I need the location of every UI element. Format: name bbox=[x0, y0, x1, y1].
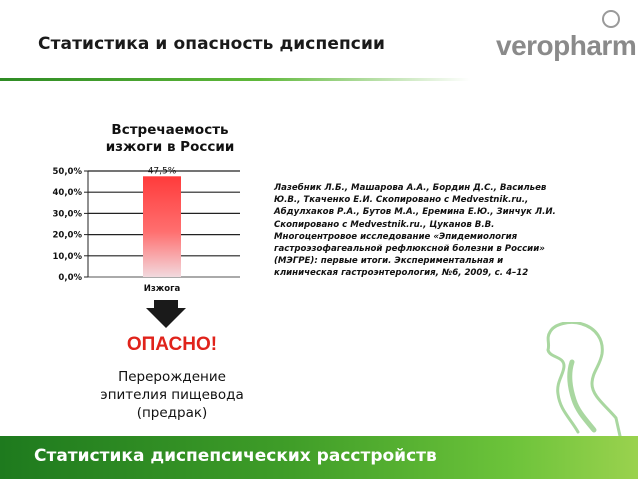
reference-line: Ю.В., Ткаченко Е.И. Скопировано с Medvestnik.ru., bbox=[274, 195, 529, 206]
precancer-description bbox=[72, 368, 272, 422]
chart-title-line-2: изжоги в России bbox=[105, 139, 235, 155]
reference-line: Лазебник Л.Б., Машарова А.А., Бордин Д.С., Васильев bbox=[274, 183, 547, 193]
bar bbox=[143, 176, 181, 277]
reference-line: клиническая гастроэнтерология, №6, 2009, с. 4–12 bbox=[274, 268, 529, 279]
y-tick-label: 0,0% bbox=[58, 273, 82, 283]
danger-label: ОПАСНО! bbox=[126, 334, 218, 355]
down-arrow-icon bbox=[146, 300, 186, 328]
reference-line: гастроэзофагеальной рефлюксной болезни в России» bbox=[274, 244, 545, 255]
y-tick-label: 40,0% bbox=[52, 188, 82, 199]
y-tick-label: 50,0% bbox=[52, 167, 82, 177]
footer-title: Статистика диспепсических расстройств bbox=[34, 446, 437, 466]
reference-line: Скопировано с Medvestnik.ru., Цуканов В.В. bbox=[274, 219, 495, 230]
description-line: (предрак) bbox=[136, 405, 208, 421]
reference-citation bbox=[274, 182, 566, 280]
x-tick-label: Изжога bbox=[143, 284, 181, 294]
chart-title-line-1: Встречаемость bbox=[111, 122, 229, 138]
digestive-tract-illustration-icon bbox=[520, 322, 630, 438]
description-line: эпителия пищевода bbox=[100, 387, 244, 403]
reference-line: (МЭГРЕ): первые итоги. Экспериментальная и bbox=[274, 256, 504, 267]
bar-value-label: 47,5% bbox=[147, 166, 177, 177]
description-line: Перерождение bbox=[118, 369, 226, 385]
y-tick-label: 10,0% bbox=[52, 251, 82, 262]
page-title: Статистика и опасность диспепсии bbox=[38, 34, 386, 54]
y-tick-label: 20,0% bbox=[52, 230, 82, 241]
reference-line: Абдулхаков Р.А., Бутов М.А., Еремина Е.Ю., Зинчук Л.И. bbox=[274, 207, 556, 218]
brand-logo: veropharm bbox=[496, 30, 637, 61]
reference-line: Многоцентровое исследование «Эпидемиология bbox=[274, 231, 518, 242]
y-tick-label: 30,0% bbox=[52, 209, 82, 220]
